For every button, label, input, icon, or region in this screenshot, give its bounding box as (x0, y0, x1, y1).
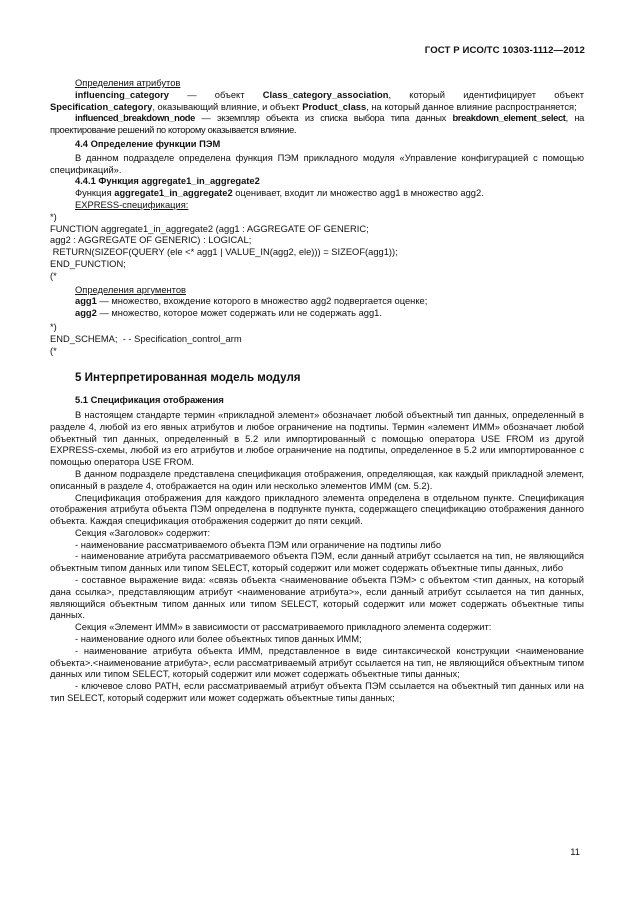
argument-text: — множество, вхождение которого в множество agg2 подвергается оценке; (96, 296, 428, 307)
entity-name: Specification_category (50, 101, 153, 112)
list-item: - наименование рассматриваемого объекта ПЭМ или ограничение на подтипы либо (75, 539, 442, 550)
function-name: aggregate1_in_aggregate2 (114, 188, 233, 199)
heading-text: 4.4.1 Функция (75, 176, 142, 187)
paragraph: Спецификация отображения для каждого прикладного элемента определена в отдельном пункте. Спецификация отображения атрибута объекта ПЭМ определена в подпункте пункта, содержащего спецификацию отображения данного объекта. Каждая спецификация отображения содержит до пяти секций. (50, 492, 584, 527)
entity-name: Class_category_association (262, 89, 389, 100)
attribute-text: , на который данное влияние распространяется; (366, 101, 577, 112)
paragraph: В настоящем стандарте термин «прикладной элемент» обозначает любой объектный тип данных, определенный в разделе 4, любой из его явных атрибутов и любое ограничение на подтипы. Термин «элемент ИММ» обозначает любой объектный тип данных, определенный в 5.2 или импортированный с помощью оператора USE FROM из другой EXPRESS-схемы, любой из его атрибутов и любое ограничение на подтипы, определенное в 5.2 или импортированное с помощью оператора USE FROM. (50, 409, 584, 468)
attribute-text: , который идентифицирует объект (388, 89, 584, 100)
argument-definitions-heading: Определения аргументов (75, 284, 187, 295)
code-line: *) (50, 321, 57, 332)
list-item: - составное выражение вида: «связь объекта <наименование объекта ПЭМ> с объектом <тип данных, на который дана ссылка>, представляющим атрибут <наименование атрибута>», если данный атрибут ссылается на тип данных, являющийся объектным типом данных или типом SELECT, который содержит или может содержать объектные типы данных. (50, 575, 584, 621)
attribute-text: , оказывающий влияние, и объект (152, 101, 303, 112)
body-text: оценивает, входит ли множество agg1 в множество agg2. (232, 188, 484, 199)
attribute-term: influencing_category (75, 89, 169, 100)
attribute-definition-influencing-category (50, 90, 584, 114)
body-text: Функция (75, 188, 115, 199)
paragraph: Секция «Элемент ИММ» в зависимости от рассматриваемого прикладного элемента содержит: (75, 622, 492, 633)
list-item: - ключевое слово PATH, если рассматриваемый атрибут объекта ПЭМ ссылается на объектный тип данных или на тип SELECT, который содержит или может содержать объектные типы данных; (50, 681, 584, 704)
section-4-4-text: В данном подразделе определена функция ПЭМ прикладного модуля «Управление конфигурацией с помощью спецификаций». (50, 152, 584, 175)
argument-definition-agg2 (50, 308, 584, 320)
argument-text: — множество, которое может содержать или не содержать agg1. (96, 308, 382, 319)
code-line: END_FUNCTION; (50, 258, 126, 269)
express-spec-label: EXPRESS-спецификация: (75, 199, 189, 210)
attribute-text: , на проектирование решений по которому оказывается влияние. (50, 113, 584, 136)
section-4-4-1-heading (50, 176, 584, 188)
code-line: END_SCHEMA; - - Specification_control_arm (50, 333, 242, 344)
section-4-4-heading: 4.4 Определение функции ПЭМ (75, 138, 221, 149)
list-item: - наименование атрибута объекта ИММ, представленное в виде синтаксической конструкции <наименование объекта>.<наименование атрибута>, если рассматриваемый атрибут ссылается на тип, не являющийся объектным типом данных или типом SELECT, который содержит или может содержать объектные типы данных; (50, 645, 584, 680)
function-name: aggregate1_in_aggregate2 (141, 176, 260, 187)
entity-name: breakdown_element_select (452, 113, 566, 124)
express-code-block-end (50, 322, 584, 357)
list-item: - наименование одного или более объектных типов данных ИММ; (75, 634, 362, 645)
code-line: agg2 : AGGREGATE OF GENERIC) : LOGICAL; (50, 235, 252, 246)
argument-term: agg1 (75, 296, 97, 307)
code-line: (* (50, 270, 57, 281)
attribute-text: — объект (168, 89, 263, 100)
list-item: - наименование атрибута рассматриваемого объекта ПЭМ, если данный атрибут ссылается на тип, не являющийся объектным типом данных или типом SELECT, который содержит или может содержать объектные типы данных, либо (50, 551, 584, 574)
express-code-block (50, 212, 584, 283)
page-number: 11 (570, 846, 580, 857)
paragraph: В данном подразделе представлена спецификация отображения, определяющая, как каждый прикладной элемент, описанный в разделе 4, отображается на один или несколько элементов ИММ (см. 5.2). (50, 468, 584, 491)
code-line: *) (50, 211, 57, 222)
argument-term: agg2 (75, 308, 97, 319)
entity-name: Product_class (302, 101, 367, 112)
page-content (50, 78, 584, 705)
section-4-4-1-text (50, 188, 584, 200)
argument-definition-agg1 (50, 296, 584, 308)
code-line: FUNCTION aggregate1_in_aggregate2 (agg1 : AGGREGATE OF GENERIC; (50, 223, 369, 234)
standard-header: ГОСТ Р ИСО/ТС 10303-1112—2012 (424, 45, 585, 56)
attribute-term: influenced_breakdown_node (75, 113, 196, 124)
code-line: (* (50, 345, 57, 356)
code-line: RETURN(SIZEOF(QUERY (ele <* agg1 | VALUE_IN(agg2, ele))) = SIZEOF(agg1)); (50, 247, 398, 258)
attribute-definitions-heading: Определения атрибутов (75, 78, 181, 88)
attribute-text: — экземпляр объекта из списка выбора типа данных (195, 113, 453, 124)
paragraph: Секция «Заголовок» содержит: (75, 527, 211, 538)
section-5-heading: 5 Интерпретированная модель модуля (75, 371, 301, 385)
section-5-1-heading: 5.1 Спецификация отображения (75, 395, 224, 406)
attribute-definition-influenced-breakdown-node (50, 113, 584, 137)
